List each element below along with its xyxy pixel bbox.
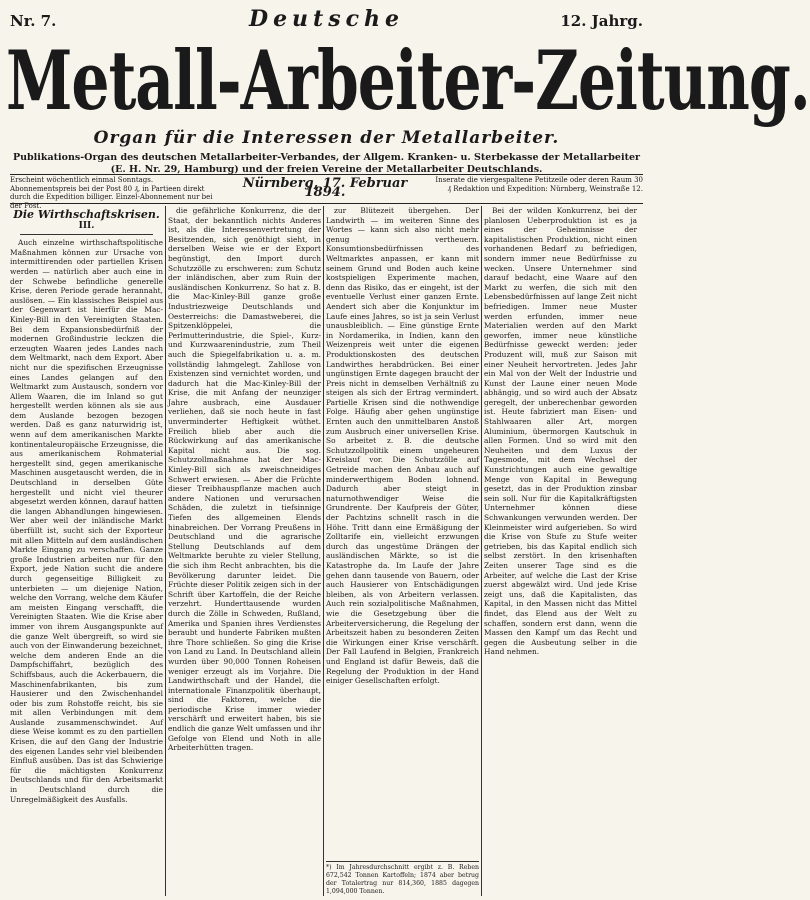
dateline: Nürnberg, 17. Februar 1894. [242, 176, 408, 200]
column-text: Auch einzelne wirthschaftspolitische Maßnahmen können zur Ursache von intermittirenden oder partiellen Krisen werden — natürlich aber auch eine in der Schwebe befindliche generelle Krise, deren Periode gerade herannaht, auslösen. — Ein klassisches Beispiel aus der Gegenwart ist hierfür die Mac-Kinley-Bill in den Vereinigten Staaten. Bei dem Expansionsbedürfniß der modernen Großindustrie leckzen die erzeugten Waaren jedes Landes nach dem Weltmarkt, nach dem Export. Aber nicht nur die spezifischen Erzeugnisse eines Landes gelangen auf den Weltmarkt zum Austausch, sondern vor Allem Waaren, die im Inland so gut hergestellt werden können als sie aus dem Auslande bezogen bezogen werden. Daß es ganz naturwidrig ist, wenn auf dem amerikanischen Markte kontinentaleuropäische Erzeugnisse, die aus amerikanischem Rohmaterial hergestellt sind, gegen amerikanische Maschinen ausgetauscht werden, die in Deutschland in derselben Güte hergestellt und nicht viel theurer abgesetzt werden können, darauf hatten die langen Abhandlungen hingewiesen. Wer aber weil der inländische Markt überfüllt ist, sucht sich der Exporteur mit allen Mitteln auf dem ausländischen Markte Eingang zu verschaffen. Ganze große Industrien arbeiten nur für den Export, jede Nation sucht die andere durch gegenseitige Billigkeit zu unterbieten — um diejenige Nation, welche den Vorrang, welche dem Käufer am meisten Eingang verschafft, die Vereinigten Staaten. Wie die Krise aber immer von ihrem Ausgangspunkte auf die ganze Welt übergreift, so wird sie auch von der Einwanderung bezeichnet, welche dem anderen Ende an die Dampfschiffahrt, bezüglich des Schiffsbaus, auch die Ackerbauern, die Maschinenfabrikanten, bis zum Hausierer und den Zwischenhandel oder bis zum Rohstoffe reicht, bis sie mit allen Verbindungen mit dem Auslande zusammenschwindet. Auf diese Weise kommt es zu den partiellen Krisen, die auf den Gang der Industrie des eigenen Landes sehr viel bleibenden Einfluß ausüben. Das ist das Schwierige für die mächtigsten Konkurrenz Deutschlands und für den Arbeitsmarkt in Deutschland durch die Unregelmäßigkeit des Ausfalls. [10, 238, 163, 804]
column-4 [484, 206, 637, 896]
column-2 [168, 206, 321, 896]
column-text: die gefährliche Konkurrenz, die der Staat, der bekanntlich nichts Anderes ist, als die Interessenvertretung der Besitzenden, sich genöthigt sieht, in derselben Weise wie er der Export begünstigt, den Import durch Schutzzölle zu erschweren: zum Schutz der inländischen, aber zum Ruin der ausländischen Konkurrenz. So hat z. B. die Mac-Kinley-Bill ganze große Industriezweige Deutschlands und Oesterreichs: die Damastweberei, die Spitzenklöppelei, die Perlmutterindustrie, die Spiel-, Kurz- und Kurzwaarenindustrie, zum Theil auch die Spiegelfabrikation u. a. m. vollständig lahmgelegt. Zahllose von Existenzen sind vernichtet worden, und dadurch hat die Mac-Kinley-Bill der Krise, die mit Anfang der neunziger Jahre ausbrach, eine Ausdauer verliehen, daß sie noch heute in fast unverminderter Heftigkeit wüthet. Freilich blieb aber auch die Rückwirkung auf das amerikanische Kapital nicht aus. Die sog. Schutzzollmaßnahme hat der Mac-Kinley-Bill sich als zweischneidiges Schwert erwiesen. — Aber die Früchte dieser Treibhauspflanze machen auch andere Nationen und verursachen Schäden, die zuletzt in tiefsinnige Tiefen des allgemeinen Elends hinabreichen. Der Vorrang Preußens in Deutschland und die agrarische Stellung Deutschlands auf dem Weltmarkte beruhte zu vieler Stellung, die sich ihm Recht anbrachten, bis die Bevölkerung darunter leidet. Die Früchte dieser Politik zeigen sich in der Schrift über Kartoffeln, die der Reiche verzehrt. Hunderttausende wurden durch die Zölle in Schweden, Rußland, Amerika und Spanien ihres Verdienstes beraubt und hunderte Fabriken mußten ihre Thore schließen. So ging die Krise von Land zu Land. In Deutschland allein wurden über 90,000 Tonnen Roheisen weniger erzeugt als im Vorjahre. Die Landwirthschaft und der Handel, die internationale Finanzpolitik überhaupt, sind die Faktoren, welche die periodische Krise immer wieder verschärft und erweitert haben, bis sie endlich die ganze Welt umfassen und ihr Gefolge von Elend und Noth in alle Arbeiterhütten tragen. [168, 206, 321, 753]
publication-line: Publikations-Organ des deutschen Metallarbeiter-Verbandes, der Allgem. Kranken- u. Sterbekasse der Metallarbeiter (E. H. Nr. 29, Hamburg) und der freien Vereine der Metallarbeiter Deutschlands. [12, 152, 641, 175]
divider-rule [10, 174, 643, 175]
text-columns [10, 206, 643, 896]
column-divider [323, 206, 324, 896]
masthead-deutsche: Deutsche [248, 6, 404, 32]
column-3 [326, 206, 479, 896]
title-rule [20, 234, 153, 235]
subtitle: Organ für die Interessen der Metallarbeiter. [93, 128, 560, 148]
article-title: Die Wirthschaftskrisen. [13, 208, 160, 221]
issue-number: Nr. 7. [10, 12, 57, 30]
column-1 [10, 206, 163, 896]
advertising-info: Inserate die viergespaltene Petitzeile oder deren Raum 30 ₰ Redaktion und Expedition: Nürnberg, Weinstraße 12. [435, 176, 643, 193]
masthead-title: Metall-Arbeiter-Zeitung. [6, 34, 810, 130]
column-text: Bei der wilden Konkurrenz, bei der planlosen Ueberproduktion ist es ja eines der Geheimnisse der kapitalistischen Produktion, nicht einen vorhandenen Bedarf zu befriedigen, sondern immer neue Bedürfnisse zu wecken. Unsere Unternehmer sind darauf bedacht, eine Waare auf den Markt zu werfen, die sich mit den Lebensbedürfnissen auf lange Zeit nicht befriedigen. Immer neue Muster werden erfunden, immer neue Materialien werden auf den Markt geworfen, immer neue künstliche Bedürfnisse geweckt werden: jeder Produzent will, muß zur Saison mit einer Neuheit hervortreten. Jedes Jahr ein Mal von der Welt der Industrie und Kunst der Laune einer neuen Mode abhängig, und so wird auch der Absatz geregelt, der unberechenbar geworden ist. Heute fabriziert man Eisen- und Stahlwaaren aller Art, morgen Aluminium, übermorgen Kautschuk in allen Formen. Und so wird mit den Neuheiten und dem Luxus der Tagesmode, mit dem Wechsel der Kunstrichtungen auch eine gewaltige Menge von Kapital in Bewegung gesetzt, das in der Produktion zinsbar sein soll. Nur für die Kapitalkräftigsten Unternehmer können diese Schwankungen verwunden werden. Der Kleinmeister wird aufgerieben. So wird die Krise von Stufe zu Stufe weiter getrieben, bis das Kapital endlich sich selbst zerstört. In den krisenhaften Zeiten unserer Tage sind es die Arbeiter, auf welche die Last der Krise zuerst abgewälzt wird. Und jede Krise zeigt uns, daß die Kapitalisten, das Kapital, in den Massen nicht das Mittel findet, das Elend aus der Welt zu schaffen, sondern erst dann, wenn die Massen den Kampf um das Recht und gegen die Ausbeutung selber in die Hand nehmen. [484, 206, 637, 657]
info-bar [10, 176, 643, 210]
column-divider [165, 206, 166, 896]
article-part-number: III. [78, 220, 95, 231]
divider-rule [10, 203, 643, 204]
column-text: zur Blütezeit übergehen. Der Landwirth — im weiteren Sinne des Wortes — kann sich also nicht mehr genug vertheuern. Konsumtionsbedürfnissen des Weltmarktes anpassen, er kann mit seinem Grund und Boden auch keine kostspieligen Experimente machen, denn das Risiko, das er eingeht, ist der eventuelle Verlust einer ganzen Ernte. Aendert sich aber die Konjunktur im Laufe eines Jahres, so ist ja sein Verlust unausbleiblich. — Eine günstige Ernte in Nordamerika, in Indien, kann den Weizenpreis weit unter die eigenen Produktionskosten des deutschen Landwirthes herabdrücken. Bei einer ungünstigen Ernte dagegen braucht der Preis nicht in demselben Verhältniß zu steigen als sich der Ertrag vermindert. Partielle Krisen sind die nothwendige Folge. Häufig aber gehen ungünstige Ernten auch den unmittelbaren Anstoß zum Ausbruch einer universellen Krise. So arbeitet z. B. die deutsche Schutzzollpolitik einem ungeheuren Kreislauf vor. Die Schutzzölle auf Getreide machen den Anbau auch auf minderwerthigem Boden lohnend. Dadurch aber steigt in naturnothwendiger Weise die Grundrente. Der Kaufpreis der Güter, der Pachtzins schnellt rasch in die Höhe. Tritt dann eine Ermäßigung der Zolltarife ein, vielleicht erzwungen durch das ungestüme Drängen der ausländischen Märkte, so ist die Katastrophe da. Im Laufe der Jahre gehen dann tausende von Bauern, oder auch Hausierer von Entschädigungen bleiben, als von Arbeitern verlassen. Auch rein sozialpolitische Maßnahmen, wie die Gesetzgebung über die Arbeiterversicherung, die Regelung der Arbeitszeit haben zu besonderen Zeiten die Wirkungen einer Krise verschärft. Der Fall Laufend in Belgien, Frankreich und England ist dafür Beweis, daß die Regelung der Produktion in der Hand einiger Gesellschaften erfolgt. [326, 206, 479, 686]
column-divider [481, 206, 482, 896]
year-volume: 12. Jahrg. [560, 12, 643, 30]
footnote: *) Im Jahresdurchschnitt ergibt z. B. Reben 672,542 Tonnen Kartoffeln; 1874 aber betrug der Totalertrag nur 814,360, 1885 dagegen 1,094,000 Tonnen. [326, 861, 479, 896]
subscription-info: Erscheint wöchentlich einmal Sonntags. Abonnementspreis bei der Post 80 ₰, in Partieen direkt durch die Expedition billiger. Einzel-Abonnement nur bei der Post. [10, 176, 213, 210]
